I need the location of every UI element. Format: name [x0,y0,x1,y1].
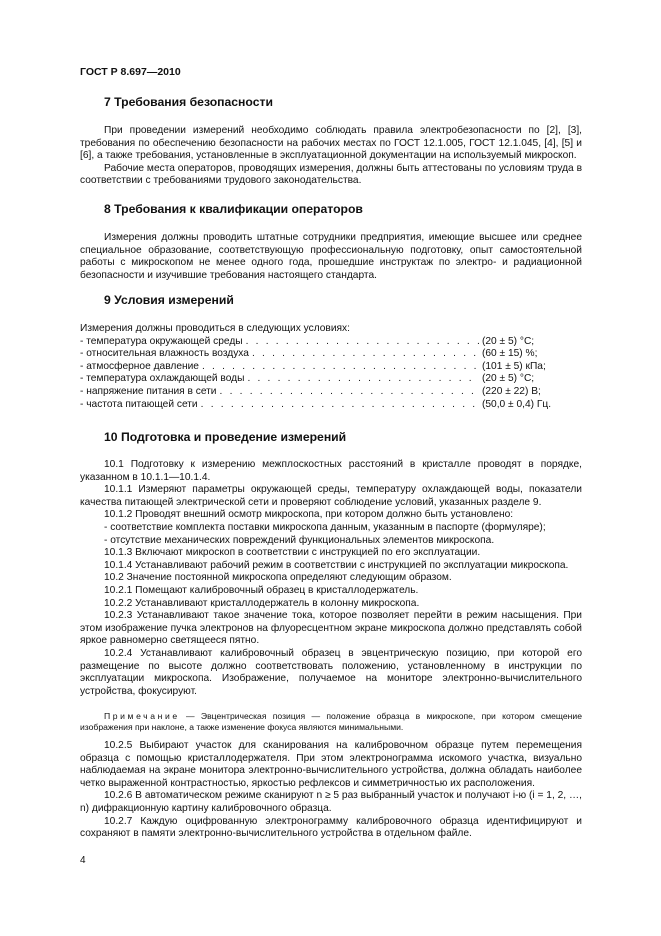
section-8-body [80,232,582,282]
clause-10-2-2: 10.2.2 Устанавливают кристаллодержатель в колонну микроскопа. [104,597,420,609]
condition-value: (50,0 ± 0,4) Гц. [482,398,552,410]
clause-10-1-1: 10.1.1 Измеряют параметры окружающей среды, температуру охлаждающей воды, показатели качества питающей электрической сети и проверяют соблюдение условий, указанных разделе 9. [80,484,582,508]
condition-label: - относительная влажность воздуха [80,348,249,360]
clause-10-2-1: 10.2.1 Помещают калибровочный образец в кристаллодержатель. [104,584,419,596]
note-block [80,711,582,733]
section-7-paragraph-2: Рабочие места операторов, проводящих измерения, должны быть аттестованы по условиям труда в соответствии с требованиями трудового законодательства. [80,162,582,187]
condition-label: - температура охлаждающей воды [80,373,245,385]
clause-10-2-3: 10.2.3 Устанавливают такое значение тока, которое позволяет перейти в режим насыщения. При этом изображение пучка электронов на флуоресцентном экране микроскопа должно представлять собой яркое равномерно светящееся пятно. [80,610,582,647]
clause-10-2-6: 10.2.6 В автоматическом режиме сканируют n ≥ 5 раз выбранный участок и получают i-ю (i = 1, 2, …, n) дифракционную картину калибровочного образца. [80,790,582,814]
section-7-paragraph-1: При проведении измерений необходимо соблюдать правила электробезопасности по [2], [3], требования по обеспечению безопасности на рабочих местах по ГОСТ 12.1.005, ГОСТ 12.1.045, [4], [5] и [6], а также требования, установленные в эксплуатационной документации на используемый микроскоп. [80,125,582,162]
condition-row [80,386,582,399]
clause-10-1-3: 10.1.3 Включают микроскоп в соответствии с инструкцией по его эксплуатации. [104,547,481,559]
condition-value: (101 ± 5) кПа; [482,360,546,372]
condition-row [80,348,582,361]
section-8-paragraph-1: Измерения должны проводить штатные сотрудники предприятия, имеющие высшее или среднее специальное образование, соответствующую профессиональную подготовку, опыт самостоятельной работы с микроскопом не менее одного года, прошедшие инструктаж по электро- и радиационной безопасности и изучившие требования настоящего стандарта. [80,232,582,281]
clause-10-2-5: 10.2.5 Выбирают участок для сканирования на калибровочном образце путем перемещения образца с помощью кристаллодержателя. При этом электронограмма искомого участка, визуально наблюдаемая на экране монитора электронно-вычислительного устройства, должна обладать наиболее четко выраженной контрастностью, яркостью рефлексов и симметричностью их расположения. [80,740,582,789]
condition-row [80,399,582,412]
clause-10-2-4: 10.2.4 Устанавливают калибровочный образец в эвцентрическую позицию, при которой его размещение по высоте должно соответствовать положению, установленному в инструкции по эксплуатации микроскопа. Изображение, получаемое на мониторе электронно-вычислительного устройства, фокусируют. [80,647,582,697]
condition-row [80,361,582,374]
note-text: — Эвцентрическая позиция — положение образца в микроскопе, при котором смещение изображения при наклоне, а также изменение фокуса являются минимальными. [80,711,582,732]
clause-10-2: 10.2 Значение постоянной микроскопа определяют следующим образом. [104,572,452,584]
section-8-title: 8 Требования к квалификации операторов [104,202,363,216]
document-id: ГОСТ Р 8.697—2010 [80,66,181,78]
condition-label: - частота питающей сети [80,398,198,410]
conditions-intro: Измерения должны проводиться в следующих условиях: [80,323,350,334]
section-7-body [80,125,582,188]
section-9-title: 9 Условия измерений [104,293,234,307]
section-10-body [80,459,582,698]
condition-value: (20 ± 5) °С; [482,373,535,385]
condition-row [80,373,582,386]
conditions-list [80,323,582,411]
clause-10-1-2-item-2: - отсутствие механических повреждений функциональных элементов микроскопа. [104,534,495,546]
section-10-title: 10 Подготовка и проведение измерений [104,430,347,444]
clause-10-1-4: 10.1.4 Устанавливают рабочий режим в соответствии с инструкцией по эксплуатации микроскопа. [104,559,569,571]
page-number: 4 [80,855,86,866]
condition-row [80,336,582,349]
note-label: Примечание [104,711,180,721]
condition-label: - напряжение питания в сети [80,385,217,397]
condition-label: - атмосферное давление [80,360,199,372]
clause-10-1-2-item-1: - соответствие комплекта поставки микроскопа данным, указанным в паспорте (формуляре); [104,521,546,533]
note [80,711,582,733]
clause-10-2-7: 10.2.7 Каждую оцифрованную электронограмму калибровочного образца идентифицируют и сохраняют в памяти электронно-вычислительного устройства в отдельном файле. [80,815,582,840]
condition-label: - температура окружающей среды [80,335,243,347]
section-7-title: 7 Требования безопасности [104,95,273,109]
condition-value: (20 ± 5) °С; [482,335,535,347]
condition-value: (220 ± 22) В; [482,385,541,397]
condition-value: (60 ± 15) %; [482,348,538,360]
section-10-body-continued [80,740,582,841]
clause-10-1: 10.1 Подготовку к измерению межплоскостных расстояний в кристалле проводят в порядке, указанном в 10.1.1—10.1.4. [80,459,582,483]
clause-10-1-2: 10.1.2 Проводят внешний осмотр микроскопа, при котором должно быть установлено: [104,509,514,521]
